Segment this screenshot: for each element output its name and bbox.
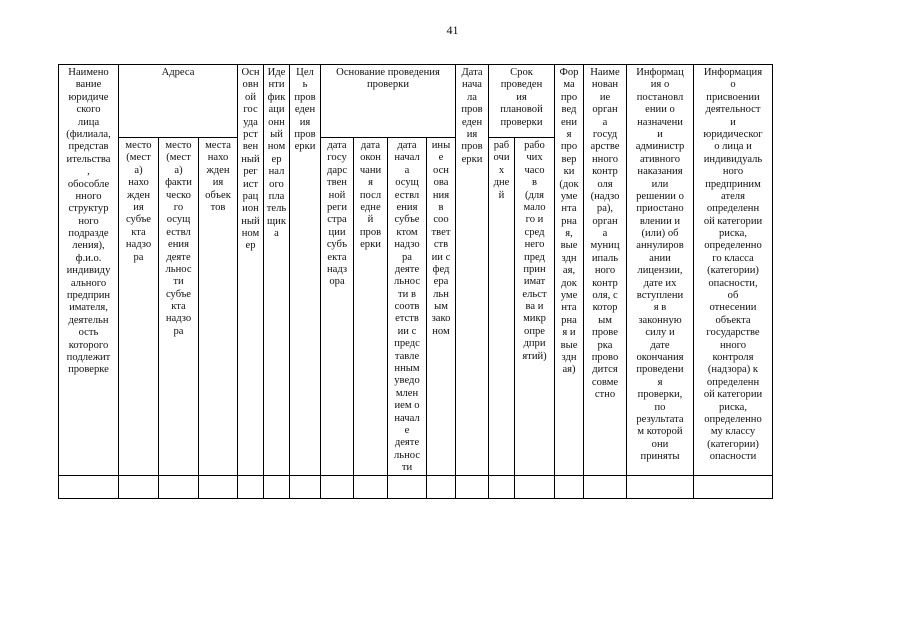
header-grounds-activity-start: дата начал а осущ ествл ения субъе ктом надзо ра деяте льнос ти в соотв етств ии с предс тавле нным уведо млен ием о начал е деяте льнос ти	[388, 138, 427, 476]
header-addresses: Адреса	[119, 65, 238, 138]
cell	[627, 475, 694, 498]
cell	[354, 475, 388, 498]
cell	[199, 475, 238, 498]
header-start-date: Дата нача ла пров еден ия пров ерки	[456, 65, 489, 476]
cell	[694, 475, 773, 498]
header-inn: Иде нти фик аци онн ый ном ер нал ого пла тель щик а	[264, 65, 290, 476]
inspection-plan-table	[58, 64, 773, 499]
cell	[119, 475, 159, 498]
header-ogrn: Осн овн ой гос уда рст вен ный рег ист рац ион ный ном ер	[238, 65, 264, 476]
cell	[456, 475, 489, 498]
cell	[515, 475, 555, 498]
header-entity-name: Наимено вание юридиче ского лица (филиала, представ ительства , обособле нного структур ного подразде ления), ф.и.о. индивиду ального предприн имателя, деятельн ость которого подлежит проверке	[59, 65, 119, 476]
header-grounds-last-inspection: дата окон чани я посл едне й пров ерки	[354, 138, 388, 476]
header-address-objects: места нахо жден ия объек тов	[199, 138, 238, 476]
cell	[388, 475, 427, 498]
header-form: Фор ма про вед ени я про вер ки (док уме нта рна я, вые здн ая, док уме нта рна я и вые здн ая)	[555, 65, 584, 476]
header-grounds: Основание проведения проверки	[321, 65, 456, 138]
cell	[59, 475, 119, 498]
header-period-hours: рабо чих часо в (для мало го и сред него пред прин имат ельст ва и микр опре дпри ятий)	[515, 138, 555, 476]
header-period: Срок проведен ия плановой проверки	[489, 65, 555, 138]
cell	[489, 475, 515, 498]
header-penalty-info: Информац ия о постановл ении о назначени и администр ативного наказания или решении о приостано влении и (или) об аннулиров ании лицензии, дате их вступлени я в законную силу и дате окончания проведени я проверки, по результата м которой они приняты	[627, 65, 694, 476]
header-risk-info: Информация о присвоении деятельност и юридическог о лица и индивидуаль ного предприним ателя определенн ой категории риска, определенно го класса (категории) опасности, об отнесении объекта государстве нного контроля (надзора) к определенн ой категории риска, определенно му классу (категории) опасности	[694, 65, 773, 476]
header-purpose: Цел ь пров еден ия пров ерки	[290, 65, 321, 476]
cell	[290, 475, 321, 498]
header-address-location: место (мест а) нахо жден ия субъе кта надзо ра	[119, 138, 159, 476]
cell	[427, 475, 456, 498]
cell	[321, 475, 354, 498]
cell	[238, 475, 264, 498]
header-grounds-other: ины е осн ова ния в соо твет ств ии с фед ера льн ым зако ном	[427, 138, 456, 476]
header-body: Наиме нован ие орган а госуд арстве нного контр оля (надзо ра), орган а муниц ипаль ного контр оля, с котор ым прове рка прово дится совме стно	[584, 65, 627, 476]
header-row-top	[59, 65, 773, 138]
cell	[159, 475, 199, 498]
cell	[264, 475, 290, 498]
header-grounds-registration: дата госу дарс твен ной реги стра ции субъ екта надз ора	[321, 138, 354, 476]
cell	[584, 475, 627, 498]
header-period-days: раб очи х дне й	[489, 138, 515, 476]
cell	[555, 475, 584, 498]
data-row-empty	[59, 475, 773, 498]
page-number: 41	[446, 23, 459, 37]
header-address-actual: место (мест а) факти ческо го осущ ествл ения деяте льнос ти субъе кта надзо ра	[159, 138, 199, 476]
